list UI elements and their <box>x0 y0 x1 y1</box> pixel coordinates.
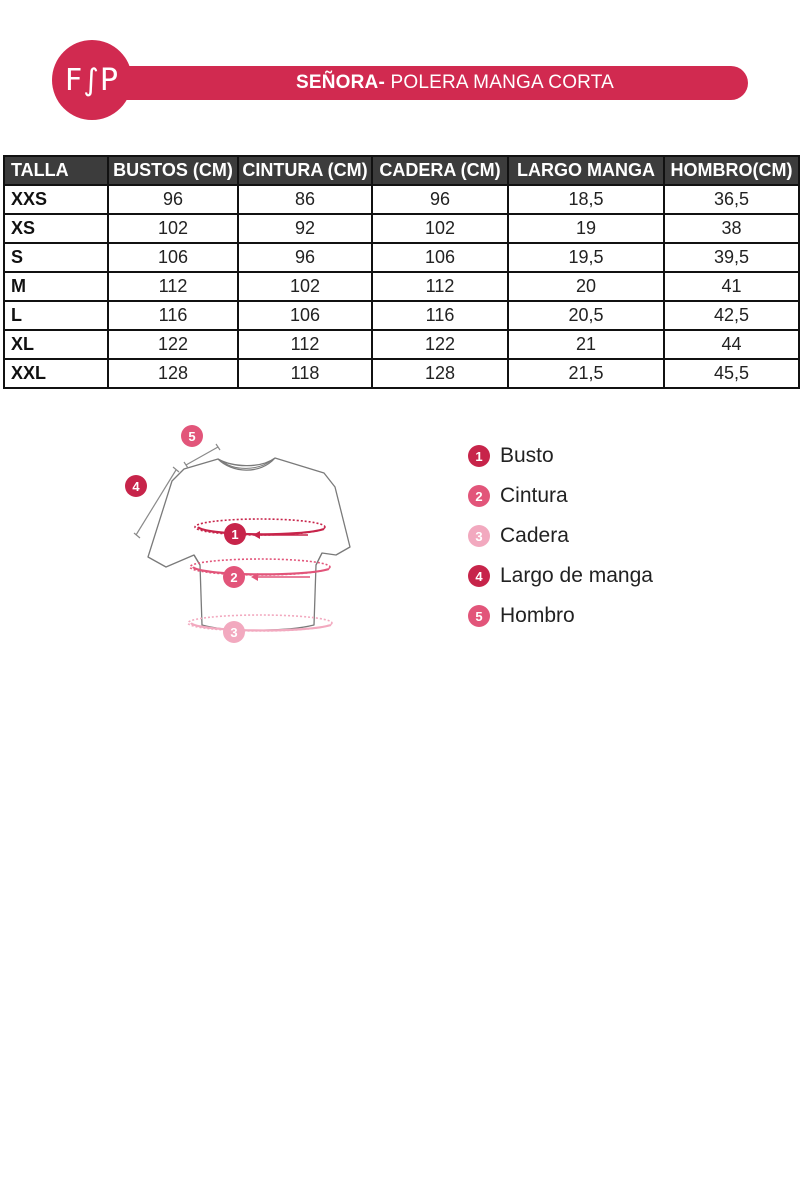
measurement-cell: 20,5 <box>508 301 664 330</box>
measurement-cell: 44 <box>664 330 799 359</box>
measurement-cell: 42,5 <box>664 301 799 330</box>
title-product: POLERA MANGA CORTA <box>384 72 615 93</box>
size-label-cell: XS <box>4 214 108 243</box>
measurement-legend <box>468 436 788 636</box>
measurement-cell: 112 <box>372 272 508 301</box>
size-label-cell: XXS <box>4 185 108 214</box>
legend-label: Hombro <box>500 604 575 627</box>
measurement-cell: 122 <box>372 330 508 359</box>
column-header: BUSTOS (CM) <box>108 156 238 185</box>
measurement-cell: 38 <box>664 214 799 243</box>
table-row <box>4 185 799 214</box>
measurement-cell: 112 <box>108 272 238 301</box>
measurement-cell: 21 <box>508 330 664 359</box>
marker-1 <box>224 523 246 545</box>
measurement-cell: 118 <box>238 359 372 388</box>
size-label-cell: XXL <box>4 359 108 388</box>
measurement-cell: 102 <box>108 214 238 243</box>
measurement-cell: 122 <box>108 330 238 359</box>
measurement-cell: 19 <box>508 214 664 243</box>
legend-number-badge: 4 <box>468 565 490 587</box>
column-header: LARGO MANGA <box>508 156 664 185</box>
legend-item <box>468 596 788 636</box>
column-header: CINTURA (CM) <box>238 156 372 185</box>
marker-4 <box>125 475 147 497</box>
legend-item <box>468 556 788 596</box>
measurement-cell: 45,5 <box>664 359 799 388</box>
title-category: SEÑORA- <box>295 72 385 93</box>
size-label-cell: XL <box>4 330 108 359</box>
svg-text:2: 2 <box>230 570 238 585</box>
legend-label: Busto <box>500 444 554 467</box>
legend-label: Cadera <box>500 524 569 547</box>
measurement-cell: 41 <box>664 272 799 301</box>
title-bar <box>102 66 748 100</box>
measurement-cell: 96 <box>108 185 238 214</box>
size-label-cell: L <box>4 301 108 330</box>
marker-3 <box>223 621 245 643</box>
measurement-cell: 20 <box>508 272 664 301</box>
column-header: CADERA (CM) <box>372 156 508 185</box>
tshirt-outline-icon <box>148 458 350 630</box>
svg-text:4: 4 <box>132 479 140 494</box>
legend-label: Cintura <box>500 484 568 507</box>
measurement-cell: 106 <box>108 243 238 272</box>
measurement-cell: 19,5 <box>508 243 664 272</box>
column-header: TALLA <box>4 156 108 185</box>
table-row <box>4 330 799 359</box>
table-body <box>4 185 799 388</box>
svg-text:1: 1 <box>231 527 239 542</box>
legend-number-badge: 3 <box>468 525 490 547</box>
brand-logo: F∫P <box>52 40 132 120</box>
column-header: HOMBRO(CM) <box>664 156 799 185</box>
table-row <box>4 243 799 272</box>
legend-item <box>468 436 788 476</box>
legend-number-badge: 2 <box>468 485 490 507</box>
measurement-cell: 36,5 <box>664 185 799 214</box>
table-row <box>4 359 799 388</box>
size-label-cell: M <box>4 272 108 301</box>
marker-5 <box>181 425 203 447</box>
table-header-row <box>4 156 799 185</box>
measurement-cell: 128 <box>372 359 508 388</box>
measurement-cell: 106 <box>238 301 372 330</box>
measurement-cell: 102 <box>372 214 508 243</box>
page-title <box>102 66 748 100</box>
measurement-cell: 92 <box>238 214 372 243</box>
measurement-cell: 116 <box>372 301 508 330</box>
table-row <box>4 272 799 301</box>
size-label-cell: S <box>4 243 108 272</box>
table-row <box>4 301 799 330</box>
measurement-cell: 18,5 <box>508 185 664 214</box>
measurement-cell: 116 <box>108 301 238 330</box>
tshirt-diagram <box>110 415 370 655</box>
measurement-cell: 39,5 <box>664 243 799 272</box>
measurement-cell: 96 <box>238 243 372 272</box>
measurement-cell: 106 <box>372 243 508 272</box>
measurement-cell: 21,5 <box>508 359 664 388</box>
table-row <box>4 214 799 243</box>
legend-label: Largo de manga <box>500 564 653 587</box>
measurement-cell: 96 <box>372 185 508 214</box>
svg-text:5: 5 <box>188 429 196 444</box>
size-table <box>3 155 800 389</box>
measurement-cell: 86 <box>238 185 372 214</box>
measurement-cell: 102 <box>238 272 372 301</box>
legend-number-badge: 5 <box>468 605 490 627</box>
svg-text:3: 3 <box>230 625 238 640</box>
legend-item <box>468 476 788 516</box>
legend-item <box>468 516 788 556</box>
measurement-cell: 112 <box>238 330 372 359</box>
header <box>52 40 752 124</box>
measurement-cell: 128 <box>108 359 238 388</box>
legend-number-badge: 1 <box>468 445 490 467</box>
marker-2 <box>223 566 245 588</box>
